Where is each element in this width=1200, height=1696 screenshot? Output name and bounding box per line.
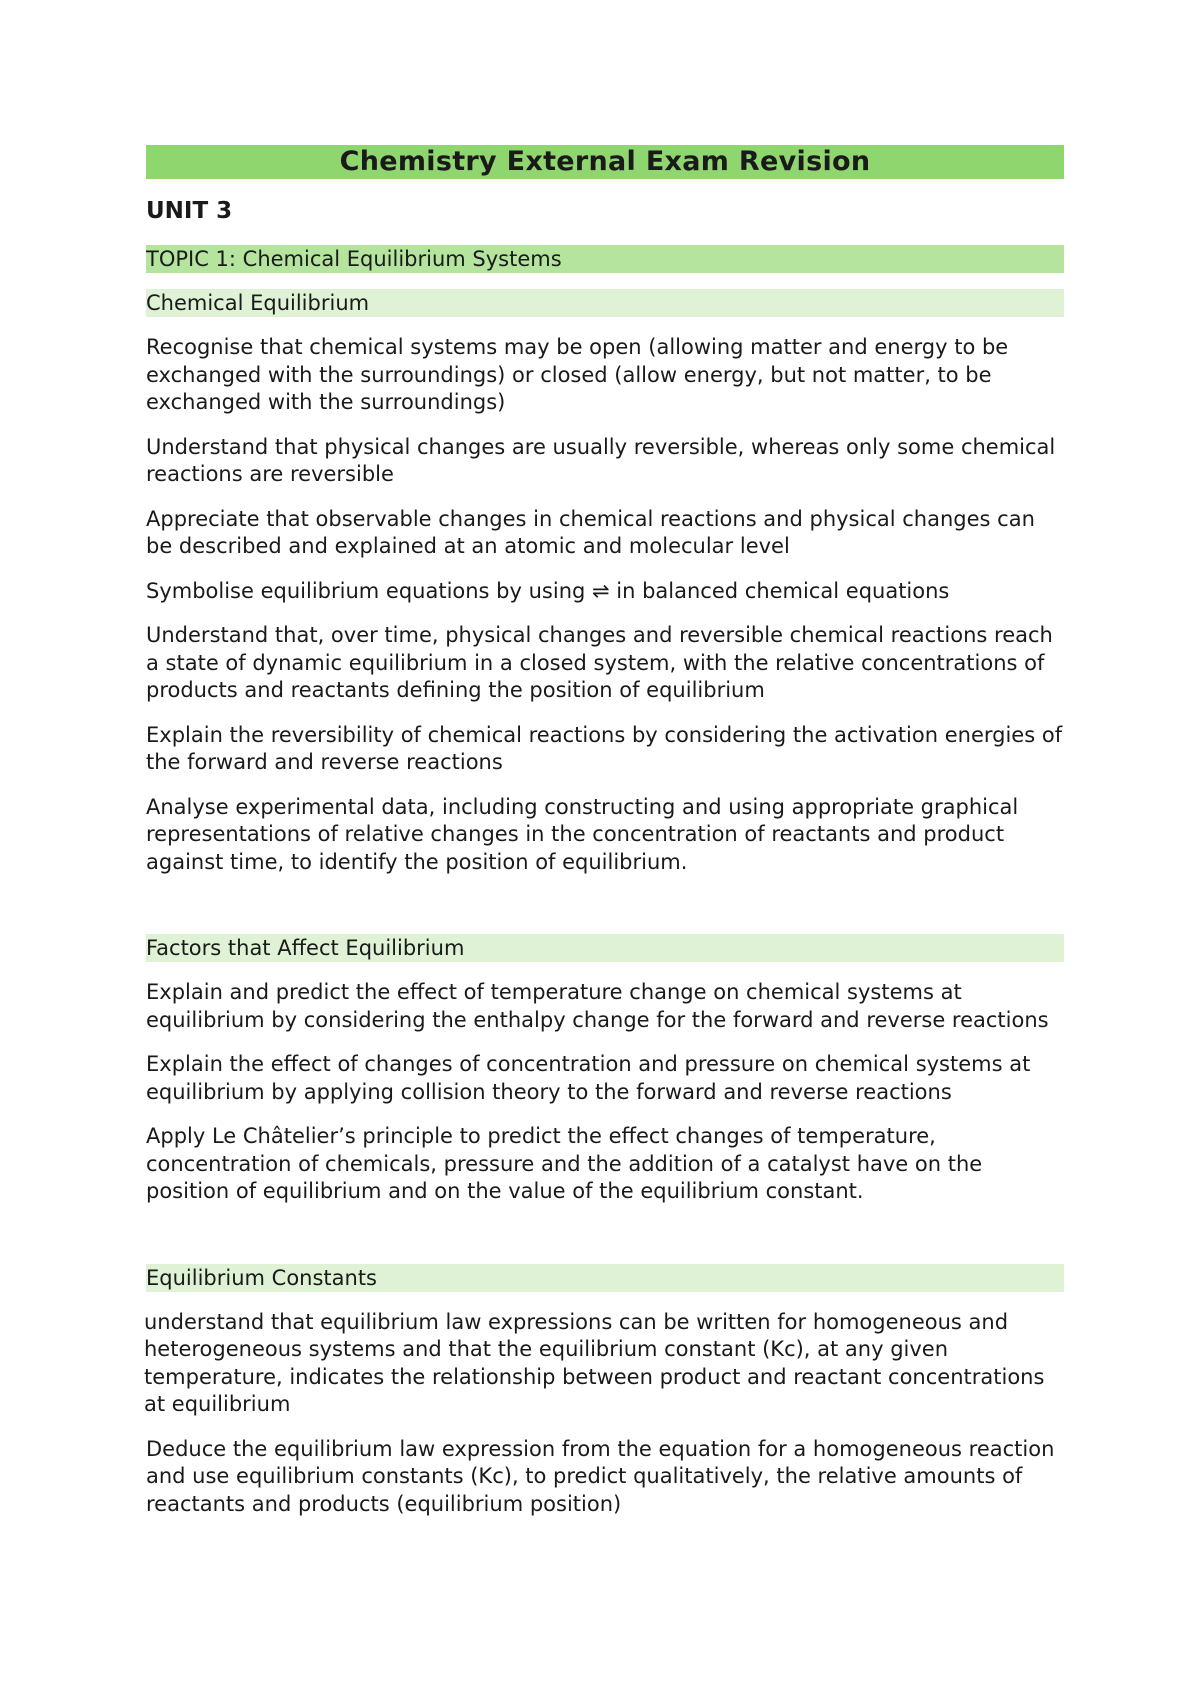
- section-heading-factors-equilibrium: Factors that Affect Equilibrium: [146, 934, 1064, 962]
- section-heading-equilibrium-constants: Equilibrium Constants: [146, 1264, 1064, 1292]
- unit-heading: UNIT 3: [146, 198, 233, 224]
- list-item: Explain the effect of changes of concentration and pressure on chemical systems at equilibrium by applying collision theory to the forward and reverse reactions: [146, 1052, 1031, 1104]
- list-item: Understand that, over time, physical changes and reversible chemical reactions reach a state of dynamic equilibrium in a closed system, with the relative concentrations of products and reactants defining the position of equilibrium: [146, 623, 1053, 702]
- list-item: Explain and predict the effect of temperature change on chemical systems at equilibrium by considering the enthalpy change for the forward and reverse reactions: [146, 980, 1049, 1032]
- document-title: Chemistry External Exam Revision: [146, 145, 1064, 179]
- list-item: Recognise that chemical systems may be open (allowing matter and energy to be exchanged with the surroundings) or closed (allow energy, but not matter, to be exchanged with the surroundings): [146, 335, 1009, 414]
- list-item: Understand that physical changes are usually reversible, whereas only some chemical reactions are reversible: [146, 434, 1056, 486]
- list-item: Appreciate that observable changes in chemical reactions and physical changes can be described and explained at an atomic and molecular level: [146, 506, 1035, 558]
- document-content: [146, 145, 1064, 1518]
- list-item: Analyse experimental data, including constructing and using appropriate graphical representations of relative changes in the concentration of reactants and product against time, to identify the position of equilibrium.: [146, 794, 1019, 874]
- list-item: Symbolise equilibrium equations by using ⇌ in balanced chemical equations: [146, 578, 950, 603]
- list-item: Apply Le Châtelier’s principle to predict the effect changes of temperature, concentration of chemicals, pressure and the addition of a catalyst have on the position of equilibrium and on the value of the equilibrium constant.: [146, 1124, 983, 1203]
- list-item: Deduce the equilibrium law expression from the equation for a homogeneous reaction and use equilibrium constants (Kc), to predict qualitatively, the relative amounts of reactants and products (equilibrium position): [146, 1436, 1055, 1516]
- list-item: Explain the reversibility of chemical reactions by considering the activation energies of the forward and reverse reactions: [146, 722, 1063, 774]
- list-item: understand that equilibrium law expressions can be written for homogeneous and heterogeneous systems and that the equilibrium constant (Kc), at any given temperature, indicates the relationship between product and reactant concentrations at equilibrium: [144, 1309, 1045, 1416]
- section-heading-chemical-equilibrium: Chemical Equilibrium: [146, 289, 1064, 317]
- topic-heading: TOPIC 1: Chemical Equilibrium Systems: [146, 245, 1064, 273]
